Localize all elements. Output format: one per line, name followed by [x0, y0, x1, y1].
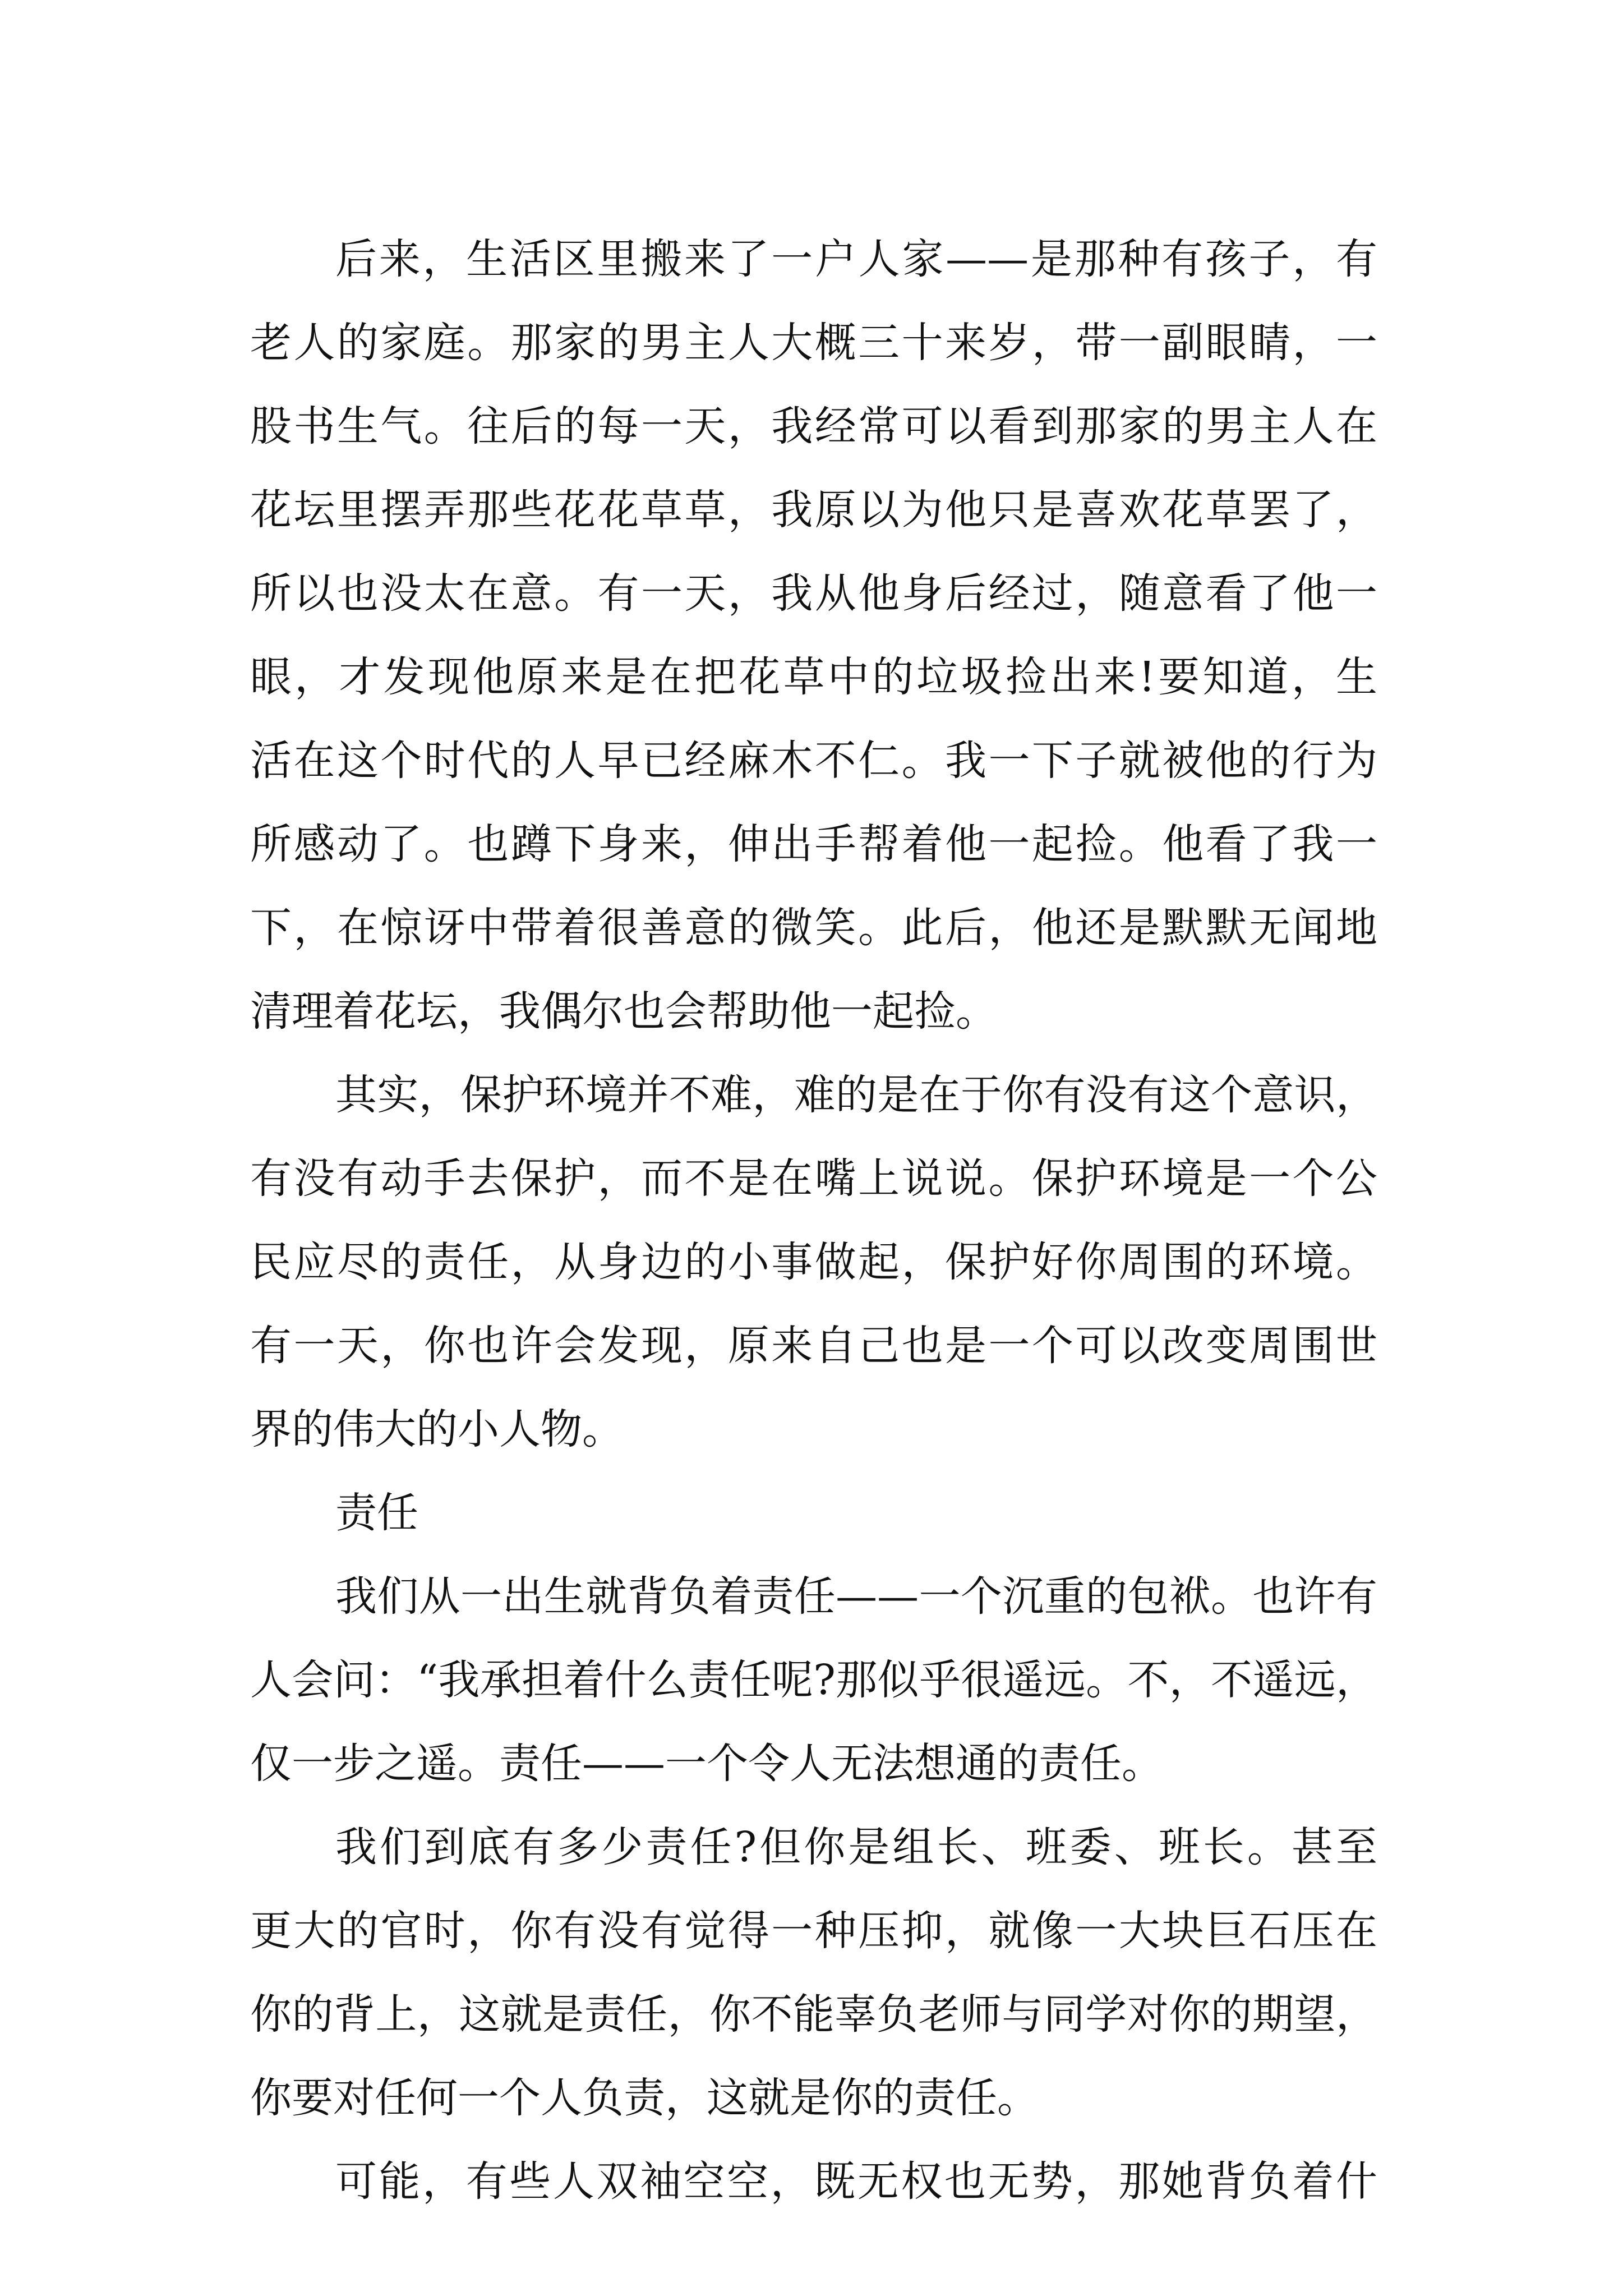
paragraph-line: 所以也没太在意。有一天，我从他身后经过，随意看了他一	[250, 569, 1377, 618]
paragraph-line: 有一天，你也许会发现，原来自己也是一个可以改变周围世	[250, 1322, 1377, 1370]
paragraph-line: 其实，保护环境并不难，难的是在于你有没有这个意识，	[335, 1071, 1377, 1119]
paragraph-line: 花坛里摆弄那些花花草草，我原以为他只是喜欢花草罢了，	[250, 486, 1377, 534]
paragraph-line: 下，在惊讶中带着很善意的微笑。此后，他还是默默无闻地	[250, 904, 1377, 952]
paragraph-line: 民应尽的责任，从身边的小事做起，保护好你周围的环境。	[250, 1238, 1377, 1286]
paragraph-line: 界的伟大的小人物。	[250, 1405, 624, 1453]
section-heading: 责任	[335, 1489, 418, 1537]
paragraph-line: 你的背上，这就是责任，你不能辜负老师与同学对你的期望，	[250, 1990, 1377, 2039]
paragraph-line: 眼，才发现他原来是在把花草中的垃圾捡出来!要知道，生	[250, 653, 1377, 701]
paragraph-line: 我们从一出生就背负着责任——一个沉重的包袱。也许有	[335, 1572, 1377, 1621]
document-body	[250, 218, 1377, 2224]
paragraph-line: 可能，有些人双袖空空，既无权也无势，那她背负着什	[335, 2157, 1377, 2206]
paragraph-line: 人会问：“我承担着什么责任呢?那似乎很遥远。不，不遥远，	[250, 1656, 1377, 1704]
paragraph-line: 清理着花坛，我偶尔也会帮助他一起捡。	[250, 987, 997, 1036]
paragraph-line: 所感动了。也蹲下身来，伸出手帮着他一起捡。他看了我一	[250, 820, 1377, 868]
paragraph-line: 更大的官时，你有没有觉得一种压抑，就像一大块巨石压在	[250, 1907, 1377, 1955]
paragraph-line: 股书生气。往后的每一天，我经常可以看到那家的男主人在	[250, 402, 1377, 450]
paragraph-line: 我们到底有多少责任?但你是组长、班委、班长。甚至	[335, 1823, 1377, 1871]
paragraph-line: 你要对任何一个人负责，这就是你的责任。	[250, 2074, 1039, 2122]
paragraph-line: 有没有动手去保护，而不是在嘴上说说。保护环境是一个公	[250, 1154, 1377, 1203]
paragraph-line: 后来，生活区里搬来了一户人家——是那种有孩子，有	[335, 235, 1377, 283]
paragraph-line: 仅一步之遥。责任——一个令人无法想通的责任。	[250, 1740, 1163, 1788]
paragraph-line: 老人的家庭。那家的男主人大概三十来岁，带一副眼睛，一	[250, 319, 1377, 367]
paragraph-line: 活在这个时代的人早已经麻木不仁。我一下子就被他的行为	[250, 737, 1377, 785]
